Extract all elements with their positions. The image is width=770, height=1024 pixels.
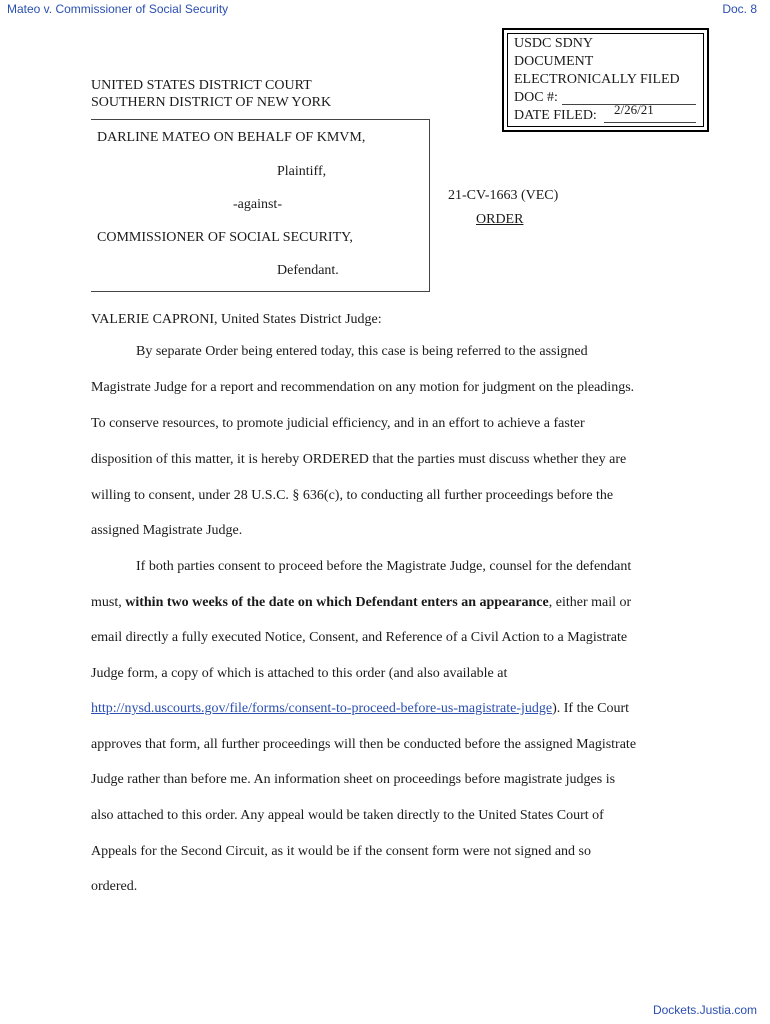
deadline-emphasis: within two weeks of the date on which Defendant enters an appearance xyxy=(125,595,549,610)
plaintiff-name: DARLINE MATEO ON BEHALF OF KMVM, xyxy=(97,130,366,145)
body-line-3: To conserve resources, to promote judicial efficiency, and in an effort to achieve a faster xyxy=(91,416,585,431)
body-line-8-post: , either mail or xyxy=(548,595,632,610)
stamp-date-value: 2/26/21 xyxy=(614,102,654,117)
stamp-line-3: ELECTRONICALLY FILED xyxy=(514,72,680,87)
judge-line: VALERIE CAPRONI, United States District Judge: xyxy=(91,312,382,327)
stamp-doc-label: DOC #: xyxy=(514,90,558,105)
caption-top-rule xyxy=(91,119,430,120)
case-number: 21-CV-1663 (VEC) xyxy=(448,188,559,203)
stamp-date-underline xyxy=(604,122,696,123)
body-line-8-pre: must, xyxy=(91,595,126,610)
stamp-line-2: DOCUMENT xyxy=(514,54,594,69)
body-line-7: If both parties consent to proceed before the Magistrate Judge, counsel for the defendant xyxy=(136,559,632,574)
body-line-11 xyxy=(91,701,629,717)
body-line-11-post: ). If the Court xyxy=(552,701,630,716)
body-line-13: Judge rather than before me. An information sheet on proceedings before magistrate judges is xyxy=(91,772,616,787)
caption-bottom-rule xyxy=(91,291,430,292)
doc-number-header[interactable]: Doc. 8 xyxy=(722,2,757,16)
body-line-9: email directly a fully executed Notice, Consent, and Reference of a Civil Action to a Magistrate xyxy=(91,630,628,645)
body-line-8 xyxy=(91,595,631,611)
body-line-1: By separate Order being entered today, this case is being referred to the assigned xyxy=(136,344,588,359)
document-type-heading: ORDER xyxy=(476,212,524,227)
body-line-2: Magistrate Judge for a report and recommendation on any motion for judgment on the pleadings. xyxy=(91,380,635,395)
case-title-header[interactable]: Mateo v. Commissioner of Social Security xyxy=(7,2,229,16)
body-line-10: Judge form, a copy of which is attached to this order (and also available at xyxy=(91,666,508,681)
court-name-line-1: UNITED STATES DISTRICT COURT xyxy=(91,78,312,93)
stamp-line-1: USDC SDNY xyxy=(514,36,593,51)
defendant-name: COMMISSIONER OF SOCIAL SECURITY, xyxy=(97,230,353,245)
defendant-role: Defendant. xyxy=(277,263,339,278)
consent-form-link[interactable]: http://nysd.uscourts.gov/file/forms/consent-to-proceed-before-us-magistrate-judge xyxy=(91,701,553,716)
body-line-6: assigned Magistrate Judge. xyxy=(91,523,243,538)
caption-right-rule xyxy=(429,119,430,292)
stamp-date-label: DATE FILED: xyxy=(514,108,597,123)
body-line-5: willing to consent, under 28 U.S.C. § 636(c), to conducting all further proceedings before the xyxy=(91,488,614,503)
body-line-14: also attached to this order. Any appeal would be taken directly to the United States Court of xyxy=(91,808,604,823)
body-line-12: approves that form, all further proceedings will then be conducted before the assigned Magistrate xyxy=(91,737,637,752)
body-line-15: Appeals for the Second Circuit, as it would be if the consent form were not signed and so xyxy=(91,844,591,859)
body-line-4: disposition of this matter, it is hereby ORDERED that the parties must discuss whether they are xyxy=(91,452,627,467)
plaintiff-role: Plaintiff, xyxy=(277,164,327,179)
against-label: -against- xyxy=(233,197,282,212)
justia-footer-link[interactable]: Dockets.Justia.com xyxy=(652,1003,757,1017)
court-name-line-2: SOUTHERN DISTRICT OF NEW YORK xyxy=(91,95,332,110)
body-line-16: ordered. xyxy=(91,879,138,894)
